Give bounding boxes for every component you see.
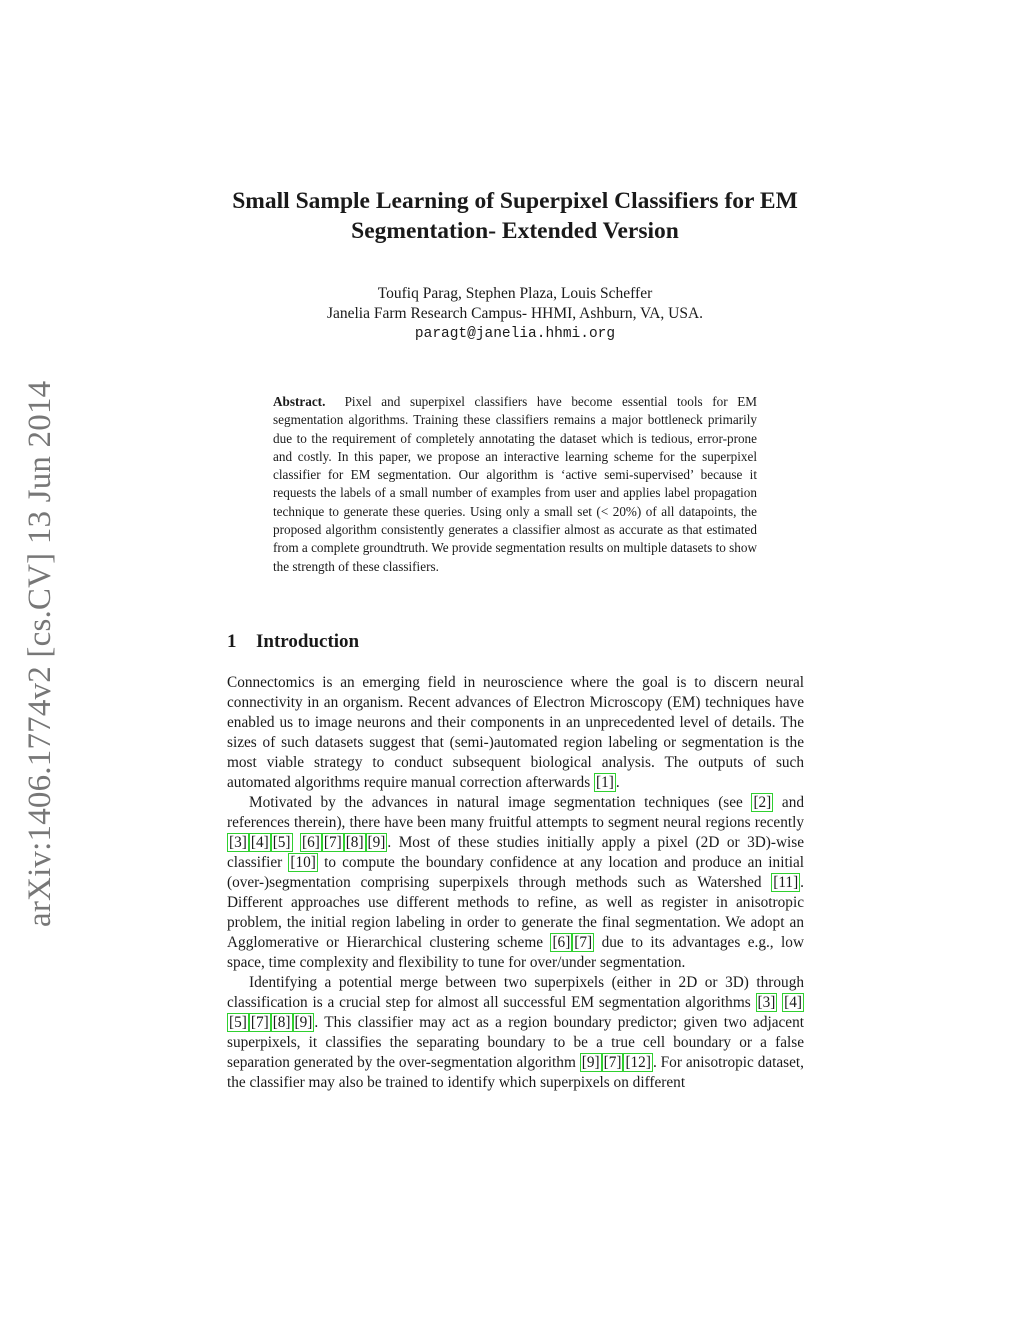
- citation-link[interactable]: [6]: [552, 934, 571, 951]
- paragraph-text: to compute the boundary confidence at any location and produce an initial (over-)segmentation comprising superpixels through methods such as Watershed: [227, 854, 804, 891]
- citation-link[interactable]: [6]: [302, 834, 320, 851]
- abstract-text: Pixel and superpixel classifiers have become essential tools for EM segmentation algorithms. Training these classifiers remains a major bottleneck primarily due to the requirement of completely annotating the dataset which is tedious, error-prone and costly. In this paper, we propose an interactive learning scheme for the superpixel classifier for EM segmentation. Our algorithm is ‘active semi-supervised’ because it requests the labels of a small number of examples from user and applies label propagation technique to generate these queries. Using only a small set (< 20%) of all datapoints, the proposed algorithm consistently generates a classifier almost as accurate as that estimated from a complete groundtruth. We provide segmentation results on multiple datasets to show the strength of these classifiers.: [273, 394, 757, 574]
- citation-link[interactable]: [3]: [757, 994, 776, 1011]
- paragraph-text: Motivated by the advances in natural image segmentation techniques (see: [249, 794, 752, 811]
- section-title: Introduction: [256, 631, 360, 652]
- paragraph-text: Identifying a potential merge between two superpixels (either in 2D or 3D) through classification is a crucial step for almost all successful EM segmentation algorithms: [227, 974, 804, 1011]
- citation-link[interactable]: [7]: [250, 1014, 269, 1031]
- paragraph-text: . Different approaches use different methods to refine, as well as register in anisotropic problem, the initial region labeling in order to generate the final segmentation. We adopt an Agglomerative or Hierarchical clustering scheme: [227, 874, 804, 951]
- citation-link[interactable]: [7]: [603, 1054, 622, 1071]
- citation-link[interactable]: [1]: [595, 774, 614, 791]
- author-email[interactable]: paragt@janelia.hhmi.org: [414, 326, 616, 342]
- arxiv-identifier-stamp: arXiv:1406.1774v2 [cs.CV] 13 Jun 2014: [22, 380, 58, 927]
- citation-link[interactable]: [8]: [345, 834, 364, 851]
- citation-link[interactable]: [7]: [323, 834, 342, 851]
- citation-link[interactable]: [11]: [773, 874, 799, 891]
- paragraph-3: [227, 973, 804, 1093]
- citation-link[interactable]: [7]: [574, 934, 593, 951]
- paragraph-text: due to its advantages e.g., low space, time complexity and flexibility to tune for over/under segmentation.: [227, 934, 804, 971]
- citation-link[interactable]: [5]: [229, 1014, 247, 1031]
- paper-title: Small Sample Learning of Superpixel Classifiers for EM Segmentation- Extended Version: [232, 188, 798, 244]
- citation-link[interactable]: [2]: [753, 794, 772, 811]
- citation-link[interactable]: [4]: [250, 834, 269, 851]
- citation-link[interactable]: [4]: [784, 994, 803, 1011]
- paragraph-2: [227, 793, 804, 973]
- citation-link[interactable]: [9]: [367, 834, 386, 851]
- citation-link[interactable]: [5]: [272, 834, 291, 851]
- citation-link[interactable]: [12]: [625, 1054, 651, 1071]
- citation-link[interactable]: [10]: [290, 854, 316, 871]
- paragraph-text: . Most of these studies initially apply a pixel (2D or 3D)-wise classifier: [227, 834, 804, 871]
- paragraph-text: [293, 834, 300, 851]
- citation-link[interactable]: [3]: [229, 834, 247, 851]
- paragraph-text: . This classifier may act as a region boundary predictor; given two adjacent superpixels, it classifies the separating boundary to be a true cell boundary or a false separation generated by the over-segmentation algorithm: [227, 1014, 804, 1071]
- section-heading-introduction: [227, 629, 359, 655]
- introduction-body: [227, 673, 804, 1093]
- affiliation: Janelia Farm Research Campus- HHMI, Ashburn, VA, USA.: [326, 305, 704, 322]
- abstract: [273, 393, 757, 576]
- citation-link[interactable]: [9]: [581, 1054, 600, 1071]
- paragraph-text: Connectomics is an emerging field in neuroscience where the goal is to discern neural connectivity in an organism. Recent advances of Electron Microscopy (EM) techniques have enabled us to image neurons and their components in an unprecedented level of details. The sizes of such datasets suggest that (semi-)automated region labeling or segmentation is the most viable strategy to conduct subsequent biological analysis. The outputs of such automated algorithms require manual correction afterwards: [227, 674, 804, 791]
- section-number: 1: [227, 631, 237, 652]
- author-list: Toufiq Parag, Stephen Plaza, Louis Scheffer: [377, 285, 653, 302]
- abstract-label: Abstract.: [273, 394, 326, 409]
- citation-link[interactable]: [9]: [294, 1014, 313, 1031]
- paragraph-text: and references therein), there have been many fruitful attempts to segment neural regions recently: [227, 794, 804, 831]
- paragraph-text: .: [615, 774, 620, 791]
- paragraph-text: . For anisotropic dataset, the classifier may also be trained to identify which superpixels on different: [227, 1054, 804, 1091]
- paragraph-1: [227, 673, 804, 793]
- citation-link[interactable]: [8]: [272, 1014, 291, 1031]
